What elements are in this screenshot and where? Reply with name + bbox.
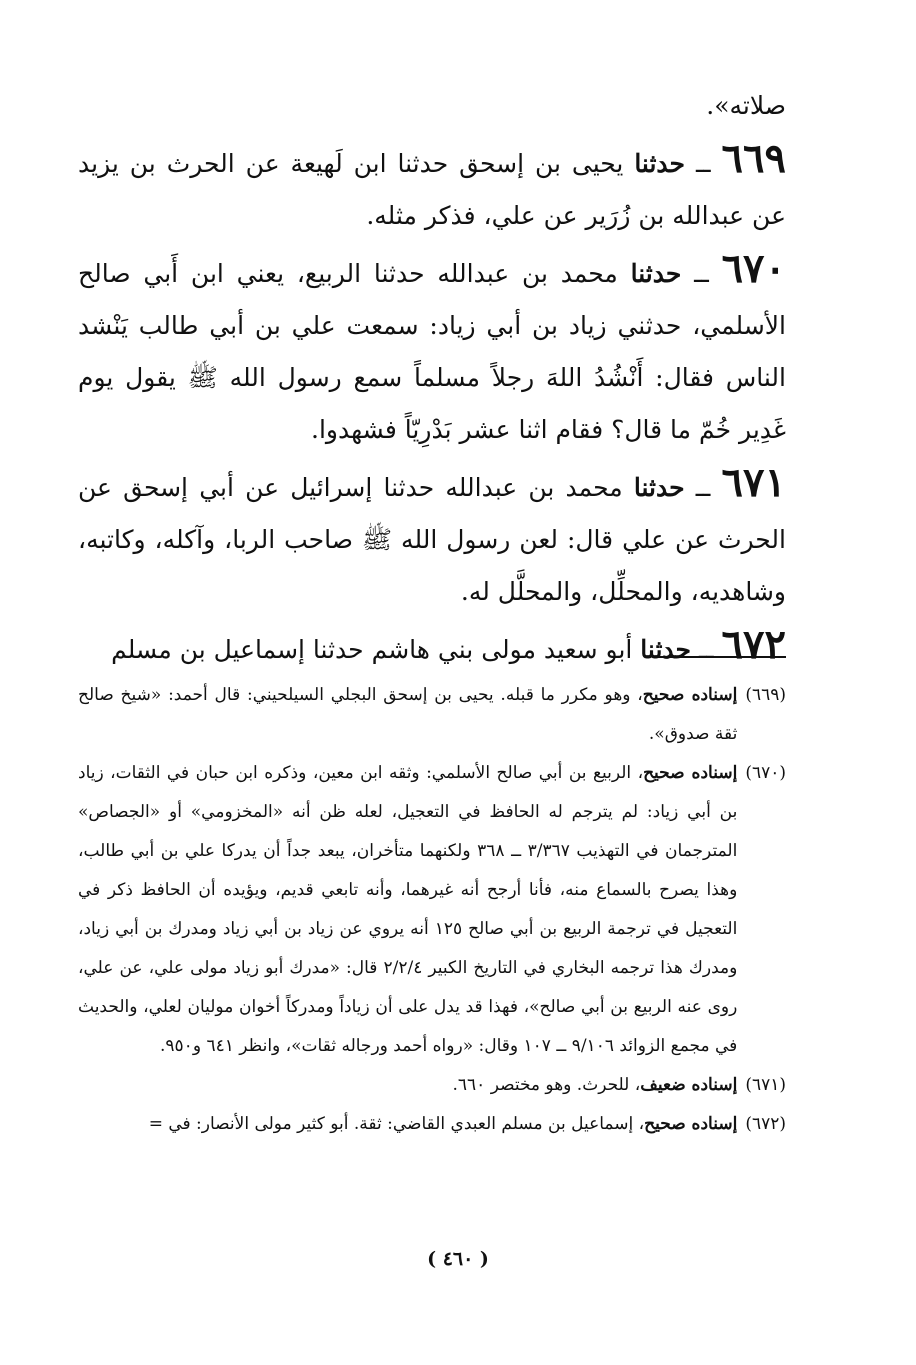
hadith-text: يحيى بن إسحق حدثنا ابن لَهيعة عن الحرث بن يزيد عن عبدالله بن زُرَير عن علي، فذكر مثله.: [78, 149, 786, 230]
footnote-body: [78, 1066, 737, 1105]
footnote-grading: إسناده ضعيف: [640, 1075, 738, 1095]
footnote-grading: إسناده صحيح: [643, 763, 738, 783]
hadith-keyword: حدثنا: [630, 259, 682, 288]
page-number: ( ٤٦٠ ): [427, 1248, 489, 1270]
hadith-dash: ــ: [691, 635, 722, 664]
hadith-keyword: حدثنا: [640, 635, 691, 664]
footnote-text: ، وهو مكرر ما قبله. يحيى بن إسحق البجلي السيلحيني: قال أحمد: «شيخ صالح ثقة صدوق».: [78, 685, 738, 744]
hadith-number: ٦٧١: [721, 459, 786, 506]
footnote-number: (٦٧٠): [745, 763, 786, 783]
footnote: [78, 1105, 786, 1144]
hadith-number: ٦٦٩: [721, 135, 786, 182]
carry-over-line: صلاته».: [706, 91, 786, 120]
hadith-paragraph: [78, 245, 787, 456]
hadith-dash: ــ: [685, 149, 722, 178]
main-text: [78, 80, 786, 682]
footnote: [78, 676, 786, 754]
hadith-dash: ــ: [681, 259, 722, 288]
hadith-dash: ــ: [684, 473, 722, 502]
hadith-text: محمد بن عبدالله حدثنا الربيع، يعني ابن أَبي صالح الأسلمي، حدثني زياد بن أبي زياد: سمعت علي بن أبي طالب يَنْشد الناس فقال: أَنْشُدُ اللهَ رجلاً مسلماً سمع رسول الله ﷺ يقول يوم غَدِير خُمّ ما قال؟ فقام اثنا عشر بَدْرِيّاً فشهدوا.: [78, 259, 786, 444]
footnote-text: ، للحرث. وهو مختصر ٦٦٠.: [452, 1075, 641, 1095]
footnote-body: [78, 676, 737, 754]
hadith-paragraph: [78, 459, 786, 618]
footnote-text: ، الربيع بن أبي صالح الأسلمي: وثقه ابن معين، وذكره ابن حبان في الثقات، زياد بن أبي زياد: لم يترجم له الحافظ في التعجيل، لعله ظن أنه «المخزومي» أو «الجصاص» المترجمان في التهذيب ٣/٣٦٧ ــ ٣٦٨ ولكنهما متأخران، يبعد جداً أن يدركا علي بن أبي طالب، وهذا يصرح بالسماع منه، فأنا أرجح أنه غيرهما، وأنه تابعي قديم، ويؤيده أن الحافظ ذكر في التعجيل في ترجمة الربيع بن أبي صالح ١٢٥ أنه يروي عن زياد بن أبي زياد ومدرك بن أبي زياد، ومدرك هذا ترجمه البخاري في التاريخ الكبير ٢/٢/٤ قال: «مدرك أبو زياد مولى علي، عن علي، روى عنه الربيع بن أبي صالح»، فهذا قد يدل على أن زياداً ومدركاً أخوان موليان لعلي، والحديث في مجمع الزوائد ٩/١٠٦ ــ ١٠٧ وقال: «رواه أحمد ورجاله ثقات»، وانظر ٦٤١ و٩٥٠.: [78, 763, 738, 1056]
footnote-body: [78, 1105, 737, 1144]
hadith-text: أبو سعيد مولى بني هاشم حدثنا إسماعيل بن مسلم: [111, 635, 641, 664]
hadith-number: ٦٧٠: [721, 245, 787, 292]
footnote-number: (٦٧١): [745, 1075, 786, 1095]
footnote-number: (٦٦٩): [745, 685, 786, 705]
footnote-grading: إسناده صحيح: [642, 685, 738, 705]
footnote-number: (٦٧٢): [745, 1114, 786, 1134]
footnote-body: [78, 754, 737, 1066]
footnote-separator: [658, 656, 786, 658]
footnote-text: ، إسماعيل بن مسلم العبدي القاضي: ثقة. أبو كثير مولى الأنصار: في =: [148, 1114, 645, 1134]
hadith-paragraph: [78, 621, 786, 676]
footnote: [78, 754, 786, 1066]
footnote: [78, 1066, 786, 1105]
hadith-text: محمد بن عبدالله حدثنا إسرائيل عن أبي إسحق عن الحرث عن علي قال: لعن رسول الله ﷺ صاحب الربا، وآكله، وكاتبه، وشاهديه، والمحلِّل، والمحلَّل له.: [78, 473, 786, 606]
hadith-paragraph: [78, 135, 786, 242]
footnotes: [78, 676, 786, 1144]
footnote-grading: إسناده صحيح: [644, 1114, 738, 1134]
hadith-number: ٦٧٢: [721, 621, 786, 668]
hadith-keyword: حدثنا: [633, 473, 685, 502]
hadith-keyword: حدثنا: [634, 149, 686, 178]
